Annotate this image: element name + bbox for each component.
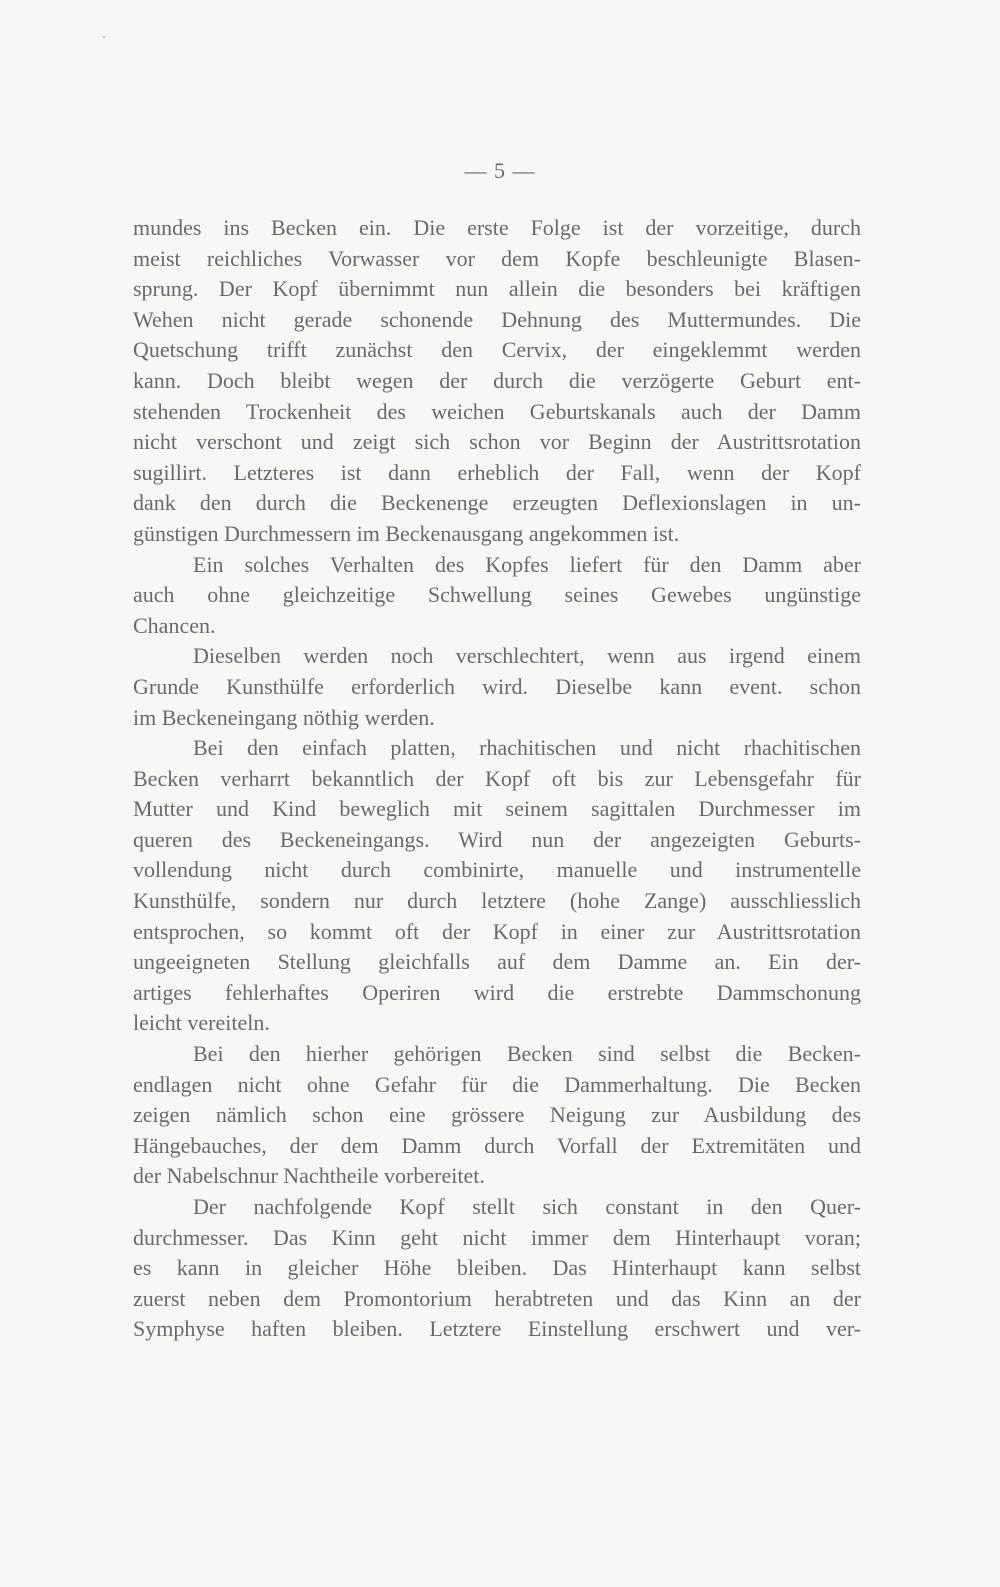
text-line: Wehen nicht gerade schonende Dehnung des Muttermundes. Die — [133, 306, 861, 332]
text-line: vollendung nicht durch combinirte, manuelle und instrumentelle — [133, 857, 861, 883]
text-line: meist reichliches Vorwasser vor dem Kopfe beschleunigte Blasen- — [133, 245, 861, 271]
text-line: es kann in gleicher Höhe bleiben. Das Hinterhaupt kann selbst — [133, 1255, 861, 1281]
text-line: Ein solches Verhalten des Kopfes liefert für den Damm aber — [193, 551, 861, 577]
text-line: durchmesser. Das Kinn geht nicht immer dem Hinterhaupt voran; — [133, 1224, 861, 1250]
text-line: der Nabelschnur Nachtheile vorbereitet. — [133, 1163, 485, 1189]
text-line: Symphyse haften bleiben. Letztere Einstellung erschwert und ver- — [133, 1316, 861, 1342]
page-number: — 5 — — [464, 158, 536, 183]
text-line: nicht verschont und zeigt sich schon vor Beginn der Austrittsrotation — [133, 429, 861, 455]
text-line: queren des Beckeneingangs. Wird nun der angezeigten Geburts- — [133, 826, 861, 852]
text-line: Chancen. — [133, 612, 216, 638]
text-line: stehenden Trockenheit des weichen Geburtskanals auch der Damm — [133, 398, 861, 424]
text-line: Mutter und Kind beweglich mit seinem sagittalen Durchmesser im — [133, 796, 861, 822]
text-line: sugillirt. Letzteres ist dann erheblich der Fall, wenn der Kopf — [133, 459, 861, 485]
text-line: ungeeigneten Stellung gleichfalls auf dem Damme an. Ein der- — [133, 949, 861, 975]
text-line: Grunde Kunsthülfe erforderlich wird. Dieselbe kann event. schon — [133, 673, 861, 699]
text-line: günstigen Durchmessern im Beckenausgang angekommen ist. — [133, 520, 680, 546]
text-line: entsprochen, so kommt oft der Kopf in einer zur Austrittsrotation — [133, 918, 861, 944]
text-line: im Beckeneingang nöthig werden. — [133, 704, 435, 730]
text-line: dank den durch die Beckenenge erzeugten Deflexionslagen in un- — [133, 490, 861, 516]
text-line: Hängebauches, der dem Damm durch Vorfall der Extremitäten und — [133, 1132, 861, 1158]
text-line: kann. Doch bleibt wegen der durch die verzögerte Geburt ent- — [133, 367, 861, 393]
text-line: Bei den hierher gehörigen Becken sind selbst die Becken- — [193, 1041, 861, 1067]
text-line: mundes ins Becken ein. Die erste Folge ist der vorzeitige, durch — [133, 215, 861, 240]
text-line: Dieselben werden noch verschlechtert, wenn aus irgend einem — [193, 643, 861, 669]
text-line: Kunsthülfe, sondern nur durch letztere (hohe Zange) ausschliesslich — [133, 888, 861, 914]
text-line: Der nachfolgende Kopf stellt sich constant in den Quer- — [193, 1194, 861, 1219]
text-line: endlagen nicht ohne Gefahr für die Dammerhaltung. Die Becken — [133, 1071, 861, 1097]
text-line: auch ohne gleichzeitige Schwellung seines Gewebes ungünstige — [133, 582, 861, 608]
text-line: Bei den einfach platten, rhachitischen und nicht rhachitischen — [193, 735, 861, 761]
text-line: Quetschung trifft zunächst den Cervix, der eingeklemmt werden — [133, 337, 861, 363]
text-line: artiges fehlerhaftes Operiren wird die erstrebte Dammschonung — [133, 979, 861, 1005]
paper-speck — [103, 36, 105, 38]
text-line: zuerst neben dem Promontorium herabtreten und das Kinn an der — [133, 1285, 861, 1311]
text-line: leicht vereiteln. — [133, 1010, 270, 1036]
body-text — [133, 213, 861, 1345]
text-line: sprung. Der Kopf übernimmt nun allein die besonders bei kräftigen — [133, 276, 861, 302]
text-line: zeigen nämlich schon eine grössere Neigung zur Ausbildung des — [133, 1102, 861, 1128]
text-line: Becken verharrt bekanntlich der Kopf oft bis zur Lebensgefahr für — [133, 765, 861, 791]
